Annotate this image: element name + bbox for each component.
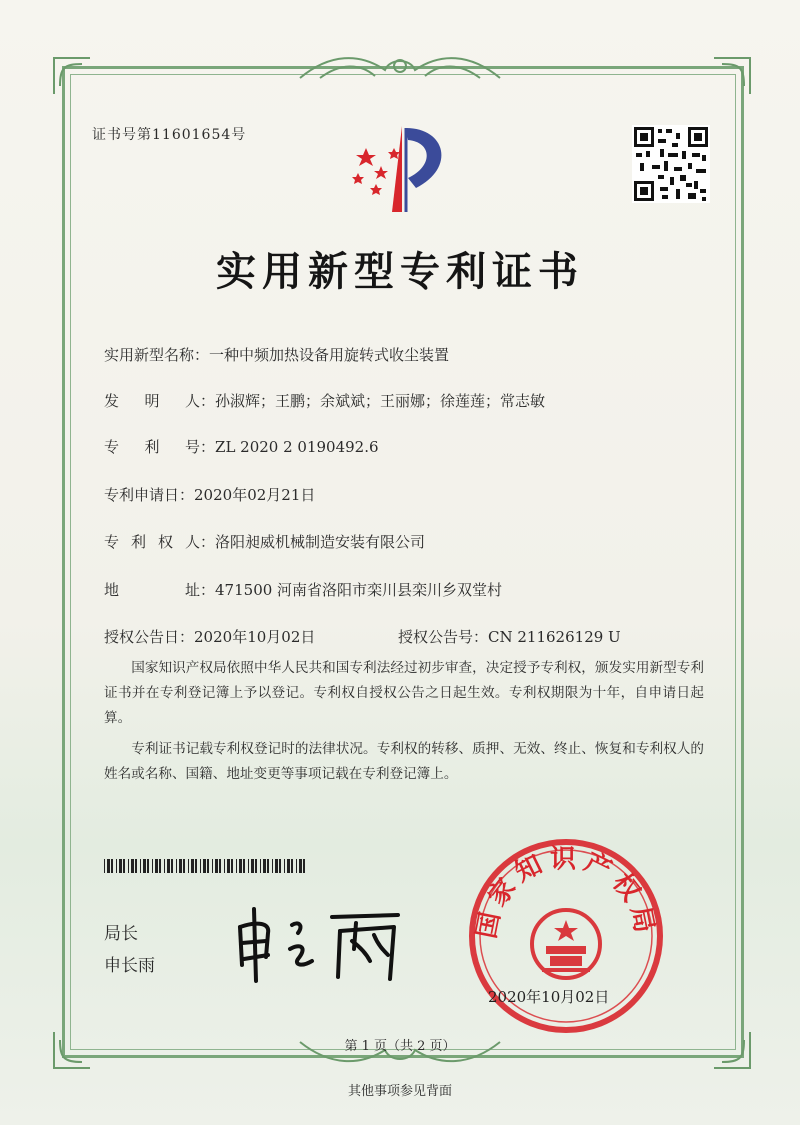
field-patent-number: 专 利 号 ：ZL 2020 2 0190492.6 [104, 438, 379, 456]
barcode-bar [212, 859, 213, 873]
barcode-bar [219, 859, 221, 873]
field-value: 2020年10月02日 [194, 628, 316, 646]
barcode-bar [111, 859, 113, 873]
field-patentee: 专 利 权 人 ：洛阳昶威机械制造安装有限公司 [104, 533, 426, 551]
corner-ornament-tl [52, 56, 92, 96]
barcode-bar [171, 859, 173, 873]
barcode-bar [152, 859, 153, 873]
field-utility-model-name [104, 344, 449, 365]
national-emblem-icon [532, 910, 600, 978]
field-value: 一种中频加热设备用旋转式收尘装置 [209, 346, 450, 364]
corner-ornament-tr [712, 56, 752, 96]
barcode-bar [140, 859, 141, 873]
barcode-bar [123, 859, 125, 873]
field-label: 实用新型名称： [104, 346, 210, 364]
qr-code [632, 125, 710, 203]
barcode-bar [260, 859, 261, 873]
barcode-bar [203, 859, 206, 873]
page-indicator: 第 1 页（共 2 页） [344, 1039, 456, 1054]
paragraph-1: 国家知识产权局依照中华人民共和国专利法经过初步审查，决定授予专利权，颁发实用新型专利证书并在专利登记簿上予以登记。专利权自授权公告之日起生效。专利权期限为十年，自申请日起算。 [104, 660, 704, 726]
field-label: 授权公告号： [398, 628, 489, 646]
field-label: 授权公告日： [104, 628, 195, 646]
barcode-bar [135, 859, 137, 873]
barcode-bar [167, 859, 170, 873]
paragraph-2: 专利证书记载专利权登记时的法律状况。专利权的转移、质押、无效、终止、恢复和专利权人的姓名或名称、国籍、地址变更等事项记载在专利登记簿上。 [104, 741, 704, 782]
field-address: 地 址 ：471500 河南省洛阳市栾川县栾川乡双堂村 [104, 581, 503, 599]
barcode-bar [248, 859, 249, 873]
barcode-bar [107, 859, 110, 873]
star-icon [352, 148, 400, 195]
barcode-bar [227, 859, 230, 873]
barcode-bar [200, 859, 201, 873]
body-paragraphs [104, 656, 704, 787]
barcode-bar [116, 859, 117, 873]
barcode-bar [131, 859, 134, 873]
barcode-bar [291, 859, 293, 873]
field-inventors: 发 明 人 ：孙淑辉；王鹏；余斌斌；王丽娜；徐莲莲；常志敏 [104, 392, 546, 410]
barcode-bar [287, 859, 290, 873]
barcode-bar [224, 859, 225, 873]
field-label: 专利申请日： [104, 486, 195, 504]
field-value: ZL 2020 2 0190492.6 [215, 438, 379, 456]
barcode-bar [164, 859, 165, 873]
barcode-bar [195, 859, 197, 873]
barcode-bar [179, 859, 182, 873]
field-label: 专 利 权 人 [104, 533, 200, 551]
barcode-bar [275, 859, 278, 873]
barcode-bar [104, 859, 105, 873]
field-label: 发 明 人 [104, 392, 200, 410]
field-value: 471500 河南省洛阳市栾川县栾川乡双堂村 [215, 581, 503, 599]
top-ornament [290, 48, 510, 88]
barcode-bar [299, 859, 302, 873]
certificate-number: 证书号第11601654号 [92, 127, 247, 143]
page-title: 实用新型专利证书 [216, 248, 584, 295]
barcode-bar [263, 859, 266, 873]
barcode-bar [207, 859, 209, 873]
barcode-bar [267, 859, 269, 873]
barcode-bar [128, 859, 129, 873]
field-value: 2020年02月21日 [194, 486, 316, 504]
barcode-bar [159, 859, 161, 873]
field-value: CN 211626129 U [488, 628, 621, 646]
director-signature [228, 895, 418, 985]
barcode-bar [155, 859, 158, 873]
barcode-bar [284, 859, 285, 873]
barcode-bar [236, 859, 237, 873]
barcode [104, 858, 306, 872]
barcode-bar [231, 859, 233, 873]
field-label: 地 址 [104, 581, 200, 599]
director-name: 申长雨 [104, 956, 155, 976]
issue-date: 2020年10月02日 [488, 988, 610, 1006]
field-label: 专 利 号 [104, 438, 200, 456]
field-application-date [104, 484, 315, 505]
barcode-bar [255, 859, 257, 873]
barcode-bar [296, 859, 297, 873]
barcode-bar [272, 859, 273, 873]
field-value: 孙淑辉；王鹏；余斌斌；王丽娜；徐莲莲；常志敏 [215, 392, 546, 410]
barcode-bar [183, 859, 185, 873]
field-grant-number [398, 626, 621, 647]
barcode-bar [119, 859, 122, 873]
barcode-bar [143, 859, 146, 873]
barcode-bar [188, 859, 189, 873]
barcode-bar [303, 859, 305, 873]
barcode-bar [191, 859, 194, 873]
barcode-bar [147, 859, 149, 873]
barcode-bar [243, 859, 245, 873]
back-note: 其他事项参见背面 [347, 1084, 452, 1099]
barcode-bar [215, 859, 218, 873]
barcode-bar [279, 859, 281, 873]
director-title: 局长 [104, 924, 138, 944]
svg-text:国家知识产权局: 国家知识产权局 [471, 844, 661, 942]
field-value: 洛阳昶威机械制造安装有限公司 [215, 533, 426, 551]
barcode-bar [176, 859, 177, 873]
cnipa-logo [336, 118, 466, 218]
barcode-bar [251, 859, 254, 873]
barcode-bar [239, 859, 242, 873]
field-grant-date [104, 626, 315, 647]
